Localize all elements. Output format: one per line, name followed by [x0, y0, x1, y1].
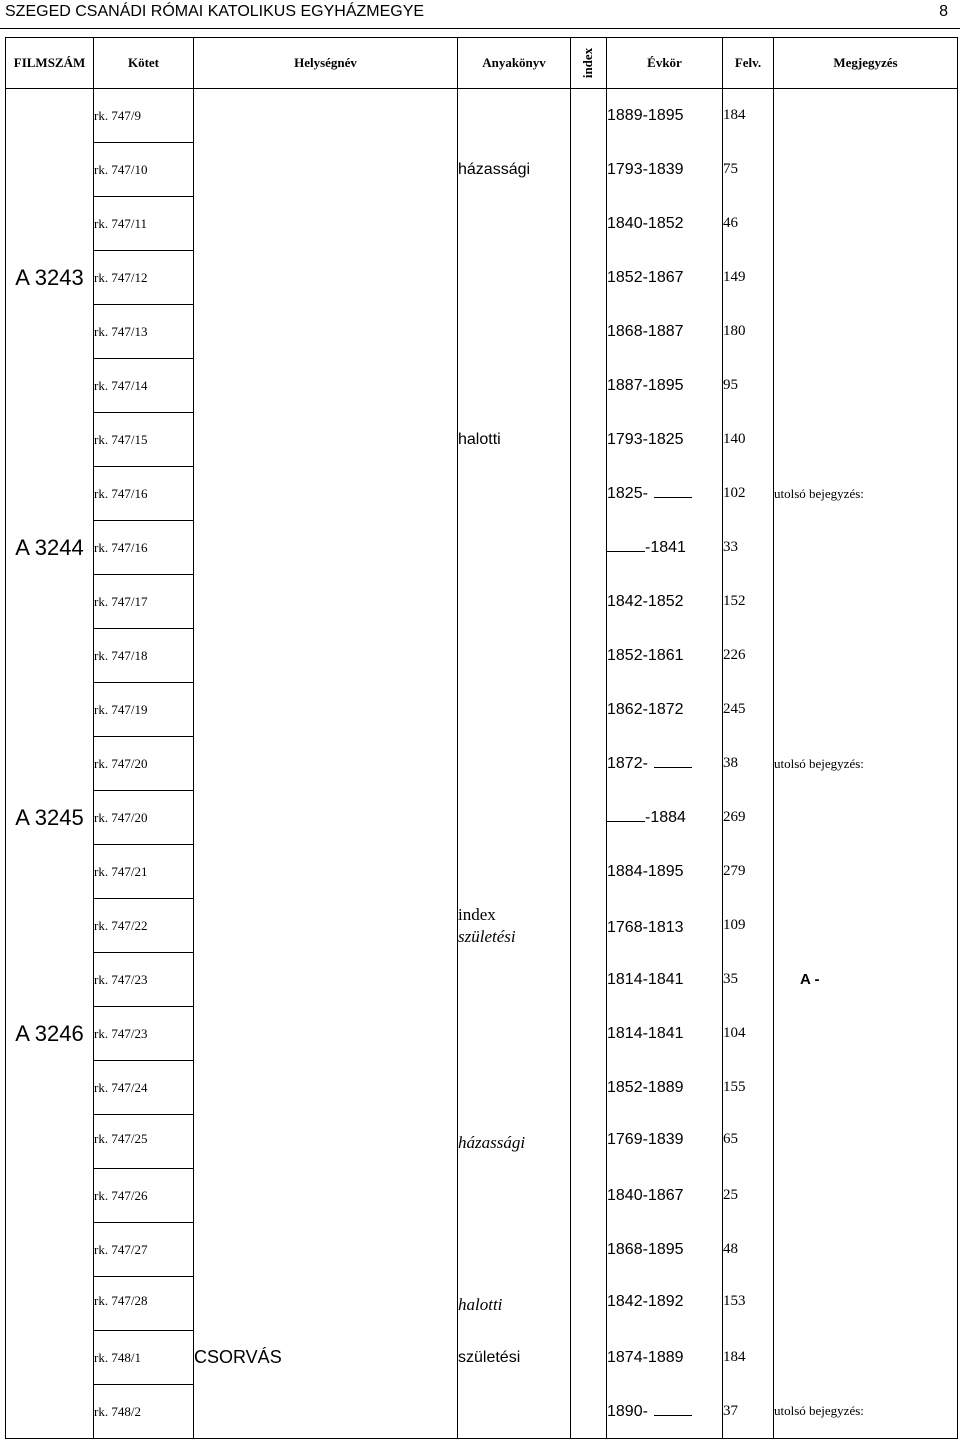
anyakonyv-cell: [458, 1007, 571, 1061]
evkor-value: 1769-1839: [607, 1130, 684, 1148]
index-cell: [571, 953, 607, 1007]
document-title: SZEGED CSANÁDI RÓMAI KATOLIKUS EGYHÁZMEGYE: [5, 3, 425, 20]
index-cell: [571, 197, 607, 251]
anyakonyv-cell: házassági: [458, 143, 571, 197]
megjegyzes-cell: [774, 251, 958, 305]
table-row: [6, 575, 958, 629]
kotet-cell: rk. 748/1: [94, 1331, 194, 1385]
table-row: [6, 1169, 958, 1223]
evkor-cell: [607, 143, 723, 197]
col-header-kotet: Kötet: [94, 38, 194, 89]
index-cell: [571, 1385, 607, 1439]
table-row: [6, 899, 958, 953]
felv-cell: 37: [723, 1385, 774, 1439]
felv-cell: 109: [723, 899, 774, 953]
kotet-cell: rk. 747/26: [94, 1169, 194, 1223]
evkor-cell: [607, 1223, 723, 1277]
table-body: [6, 89, 958, 1439]
table-row: [6, 251, 958, 305]
felv-cell: 33: [723, 521, 774, 575]
anyakonyv-cell: [458, 521, 571, 575]
megjegyzes-cell: [774, 683, 958, 737]
anyakonyv-cell: [458, 1223, 571, 1277]
filmszam-cell: A 3244: [6, 521, 94, 575]
helysegnev-cell: CSORVÁS: [194, 1331, 458, 1385]
felv-cell: 269: [723, 791, 774, 845]
index-cell: [571, 575, 607, 629]
col-header-evkor: Évkör: [607, 38, 723, 89]
megjegyzes-cell: [774, 1169, 958, 1223]
evkor-cell: [607, 1331, 723, 1385]
anyakonyv-cell: [458, 1061, 571, 1115]
anyakonyv-cell: [458, 845, 571, 899]
felv-cell: 48: [723, 1223, 774, 1277]
kotet-cell: rk. 747/19: [94, 683, 194, 737]
index-cell: [571, 737, 607, 791]
anyakonyv-cell: [458, 1385, 571, 1439]
evkor-cell: [607, 575, 723, 629]
felv-cell: 184: [723, 89, 774, 143]
anyakonyv-cell: házassági: [458, 1115, 571, 1169]
kotet-cell: rk. 747/23: [94, 953, 194, 1007]
megjegyzes-cell: [774, 791, 958, 845]
evkor-cell: [607, 1007, 723, 1061]
kotet-cell: rk. 747/16: [94, 521, 194, 575]
helysegnev-cell: [194, 1277, 458, 1331]
index-cell: [571, 791, 607, 845]
evkor-cell: [607, 305, 723, 359]
helysegnev-cell: [194, 413, 458, 467]
helysegnev-cell: [194, 737, 458, 791]
helysegnev-cell: [194, 899, 458, 953]
kotet-cell: rk. 747/18: [94, 629, 194, 683]
col-header-filmszam: FILMSZÁM: [6, 38, 94, 89]
helysegnev-cell: [194, 251, 458, 305]
evkor-value: 1852-1861: [607, 646, 684, 664]
filmszam-cell: [6, 629, 94, 683]
anyakonyv-cell: [458, 359, 571, 413]
felv-cell: 95: [723, 359, 774, 413]
felv-cell: 104: [723, 1007, 774, 1061]
evkor-cell: [607, 953, 723, 1007]
megjegyzes-cell: [774, 1331, 958, 1385]
table-row: [6, 197, 958, 251]
kotet-cell: rk. 747/12: [94, 251, 194, 305]
blank-underline: [654, 754, 692, 768]
anyakonyv-cell: [458, 953, 571, 1007]
evkor-cell: [607, 899, 723, 953]
filmszam-cell: [6, 1061, 94, 1115]
evkor-value: 1842-1852: [607, 592, 684, 610]
megjegyzes-cell: utolsó bejegyzés:: [774, 467, 958, 521]
table-row: [6, 1007, 958, 1061]
col-header-felv: Felv.: [723, 38, 774, 89]
felv-cell: 38: [723, 737, 774, 791]
helysegnev-cell: [194, 359, 458, 413]
table-row: [6, 1061, 958, 1115]
filmszam-cell: [6, 899, 94, 953]
table-row: [6, 143, 958, 197]
evkor-cell: [607, 1385, 723, 1439]
index-cell: [571, 251, 607, 305]
anyakonyv-line1: index: [458, 904, 496, 924]
felv-cell: 25: [723, 1169, 774, 1223]
megjegyzes-cell: [774, 1115, 958, 1169]
felv-cell: 102: [723, 467, 774, 521]
felv-cell: 65: [723, 1115, 774, 1169]
kotet-cell: rk. 747/16: [94, 467, 194, 521]
index-cell: [571, 143, 607, 197]
evkor-value: 1768-1813: [607, 918, 684, 936]
table-row: [6, 683, 958, 737]
megjegyzes-cell: utolsó bejegyzés:: [774, 737, 958, 791]
helysegnev-cell: [194, 629, 458, 683]
helysegnev-cell: [194, 1007, 458, 1061]
anyakonyv-cell: [458, 305, 571, 359]
index-cell: [571, 845, 607, 899]
megjegyzes-cell: utolsó bejegyzés:: [774, 1385, 958, 1439]
filmszam-cell: [6, 1115, 94, 1169]
kotet-cell: rk. 747/21: [94, 845, 194, 899]
helysegnev-cell: [194, 197, 458, 251]
megjegyzes-cell: [774, 629, 958, 683]
index-cell: [571, 1115, 607, 1169]
table-row: [6, 1277, 958, 1331]
helysegnev-cell: [194, 683, 458, 737]
megjegyzes-cell: [774, 413, 958, 467]
index-cell: [571, 89, 607, 143]
helysegnev-cell: [194, 791, 458, 845]
col-header-helysegnev: Helységnév: [194, 38, 458, 89]
evkor-value: 1825-: [607, 485, 648, 502]
blank-underline: [654, 1402, 692, 1416]
megjegyzes-cell: [774, 305, 958, 359]
filmszam-cell: A 3243: [6, 251, 94, 305]
kotet-cell: rk. 747/15: [94, 413, 194, 467]
page-header: [0, 0, 960, 28]
megjegyzes-cell: [774, 845, 958, 899]
filmszam-cell: [6, 359, 94, 413]
evkor-value: 1887-1895: [607, 376, 684, 394]
register-table: [5, 37, 958, 1439]
felv-cell: 149: [723, 251, 774, 305]
filmszam-cell: [6, 1385, 94, 1439]
filmszam-cell: [6, 89, 94, 143]
table-header: [6, 38, 958, 89]
helysegnev-cell: [194, 1115, 458, 1169]
megjegyzes-cell: A -: [774, 953, 958, 1007]
evkor-value: 1793-1825: [607, 430, 684, 448]
helysegnev-cell: [194, 467, 458, 521]
index-cell: [571, 899, 607, 953]
evkor-value: 1852-1867: [607, 268, 684, 286]
evkor-value: 1793-1839: [607, 160, 684, 178]
table-row: [6, 953, 958, 1007]
col-header-index: index: [571, 38, 607, 89]
index-cell: [571, 1007, 607, 1061]
index-cell: [571, 1277, 607, 1331]
evkor-cell: [607, 791, 723, 845]
anyakonyv-cell: [458, 89, 571, 143]
felv-cell: 245: [723, 683, 774, 737]
helysegnev-cell: [194, 1223, 458, 1277]
helysegnev-cell: [194, 845, 458, 899]
evkor-cell: [607, 1115, 723, 1169]
filmszam-cell: [6, 413, 94, 467]
megjegyzes-cell: [774, 899, 958, 953]
index-cell: [571, 521, 607, 575]
index-cell: [571, 359, 607, 413]
blank-underline: [654, 484, 692, 498]
evkor-value: 1842-1892: [607, 1292, 684, 1310]
felv-cell: 155: [723, 1061, 774, 1115]
anyakonyv-cell: [458, 1169, 571, 1223]
helysegnev-cell: [194, 143, 458, 197]
evkor-cell: [607, 1277, 723, 1331]
kotet-cell: rk. 747/22: [94, 899, 194, 953]
evkor-value: 1874-1889: [607, 1348, 684, 1366]
kotet-cell: rk. 747/25: [94, 1115, 194, 1169]
evkor-value: 1840-1867: [607, 1186, 684, 1204]
table-row: [6, 305, 958, 359]
kotet-cell: rk. 747/17: [94, 575, 194, 629]
anyakonyv-cell: [458, 683, 571, 737]
helysegnev-cell: [194, 575, 458, 629]
megjegyzes-cell: [774, 359, 958, 413]
blank-underline: [607, 538, 645, 552]
felv-cell: 279: [723, 845, 774, 899]
anyakonyv-cell: [458, 467, 571, 521]
table-row: [6, 89, 958, 143]
table-row: [6, 467, 958, 521]
evkor-cell: [607, 467, 723, 521]
evkor-value: 1868-1887: [607, 322, 684, 340]
evkor-cell: [607, 251, 723, 305]
index-cell: [571, 1223, 607, 1277]
filmszam-cell: [6, 953, 94, 1007]
felv-cell: 184: [723, 1331, 774, 1385]
megjegyzes-cell: [774, 1223, 958, 1277]
evkor-cell: [607, 1061, 723, 1115]
evkor-cell: [607, 413, 723, 467]
table-row: [6, 1115, 958, 1169]
megjegyzes-cell: [774, 1061, 958, 1115]
evkor-value: 1889-1895: [607, 106, 684, 124]
megjegyzes-cell: [774, 89, 958, 143]
evkor-value: 1814-1841: [607, 970, 684, 988]
evkor-value: 1862-1872: [607, 700, 684, 718]
filmszam-cell: A 3245: [6, 791, 94, 845]
kotet-cell: rk. 747/20: [94, 737, 194, 791]
kotet-cell: rk. 747/23: [94, 1007, 194, 1061]
helysegnev-cell: [194, 305, 458, 359]
anyakonyv-cell: [458, 899, 571, 953]
anyakonyv-cell: [458, 575, 571, 629]
felv-cell: 35: [723, 953, 774, 1007]
filmszam-cell: [6, 845, 94, 899]
felv-cell: 75: [723, 143, 774, 197]
kotet-cell: rk. 747/14: [94, 359, 194, 413]
evkor-cell: [607, 89, 723, 143]
table-row: [6, 413, 958, 467]
table-row: [6, 521, 958, 575]
felv-cell: 46: [723, 197, 774, 251]
evkor-value: 1840-1852: [607, 214, 684, 232]
evkor-cell: [607, 359, 723, 413]
helysegnev-cell: [194, 89, 458, 143]
felv-cell: 180: [723, 305, 774, 359]
table-row: [6, 359, 958, 413]
felv-cell: 226: [723, 629, 774, 683]
table-row: [6, 791, 958, 845]
anyakonyv-cell: [458, 251, 571, 305]
evkor-cell: [607, 197, 723, 251]
megjegyzes-cell: [774, 197, 958, 251]
kotet-cell: rk. 747/11: [94, 197, 194, 251]
megjegyzes-cell: [774, 521, 958, 575]
filmszam-cell: [6, 305, 94, 359]
table-row: [6, 1331, 958, 1385]
filmszam-cell: [6, 1331, 94, 1385]
helysegnev-cell: [194, 953, 458, 1007]
blank-underline: [607, 808, 645, 822]
kotet-cell: rk. 747/13: [94, 305, 194, 359]
evkor-value: 1890-: [607, 1402, 648, 1420]
anyakonyv-cell: születési: [458, 1331, 571, 1385]
filmszam-cell: [6, 1223, 94, 1277]
col-header-megjegyzes: Megjegyzés: [774, 38, 958, 89]
evkor-value: 1852-1889: [607, 1078, 684, 1096]
kotet-cell: rk. 747/9: [94, 89, 194, 143]
evkor-value: -1884: [645, 809, 686, 826]
felv-cell: 140: [723, 413, 774, 467]
anyakonyv-cell: [458, 791, 571, 845]
filmszam-cell: [6, 1277, 94, 1331]
evkor-cell: [607, 629, 723, 683]
page-number: 8: [939, 3, 948, 20]
filmszam-cell: A 3246: [6, 1007, 94, 1061]
kotet-cell: rk. 747/24: [94, 1061, 194, 1115]
kotet-cell: rk. 747/20: [94, 791, 194, 845]
helysegnev-cell: [194, 1385, 458, 1439]
evkor-value: 1868-1895: [607, 1240, 684, 1258]
kotet-cell: rk. 748/2: [94, 1385, 194, 1439]
anyakonyv-cell: halotti: [458, 413, 571, 467]
megjegyzes-cell: [774, 1277, 958, 1331]
evkor-cell: [607, 521, 723, 575]
evkor-value: 1872-: [607, 755, 648, 772]
anyakonyv-cell: [458, 197, 571, 251]
filmszam-cell: [6, 683, 94, 737]
kotet-cell: rk. 747/27: [94, 1223, 194, 1277]
table-row: [6, 737, 958, 791]
filmszam-cell: [6, 737, 94, 791]
evkor-cell: [607, 683, 723, 737]
evkor-cell: [607, 1169, 723, 1223]
anyakonyv-cell: [458, 737, 571, 791]
evkor-value: -1841: [645, 539, 686, 556]
helysegnev-cell: [194, 1061, 458, 1115]
megjegyzes-cell: [774, 143, 958, 197]
filmszam-cell: [6, 197, 94, 251]
index-cell: [571, 683, 607, 737]
anyakonyv-cell: [458, 629, 571, 683]
megjegyzes-cell: [774, 1007, 958, 1061]
megjegyzes-cell: [774, 575, 958, 629]
filmszam-cell: [6, 143, 94, 197]
felv-cell: 152: [723, 575, 774, 629]
col-header-anyakonyv: Anyakönyv: [458, 38, 571, 89]
table-row: [6, 1223, 958, 1277]
filmszam-cell: [6, 575, 94, 629]
evkor-cell: [607, 737, 723, 791]
kotet-cell: rk. 747/28: [94, 1277, 194, 1331]
table-row: [6, 845, 958, 899]
filmszam-cell: [6, 467, 94, 521]
evkor-value: 1814-1841: [607, 1024, 684, 1042]
evkor-cell: [607, 845, 723, 899]
filmszam-cell: [6, 1169, 94, 1223]
index-cell: [571, 1061, 607, 1115]
anyakonyv-line2: születési: [458, 926, 516, 946]
header-rule: [0, 28, 960, 29]
index-cell: [571, 467, 607, 521]
index-cell: [571, 305, 607, 359]
table-row: [6, 629, 958, 683]
anyakonyv-cell: halotti: [458, 1277, 571, 1331]
index-cell: [571, 629, 607, 683]
index-cell: [571, 413, 607, 467]
index-cell: [571, 1331, 607, 1385]
helysegnev-cell: [194, 1169, 458, 1223]
index-cell: [571, 1169, 607, 1223]
helysegnev-cell: [194, 521, 458, 575]
kotet-cell: rk. 747/10: [94, 143, 194, 197]
anyakonyv-stack: [458, 904, 516, 948]
table-row: [6, 1385, 958, 1439]
evkor-value: 1884-1895: [607, 862, 684, 880]
felv-cell: 153: [723, 1277, 774, 1331]
